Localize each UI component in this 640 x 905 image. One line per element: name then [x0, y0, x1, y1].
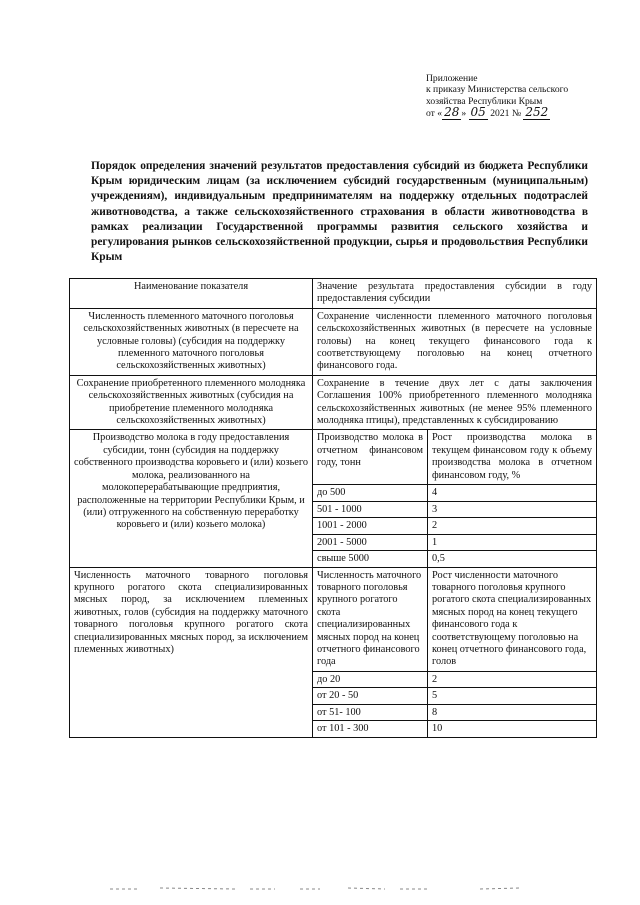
row4-range-value: 8	[428, 704, 597, 721]
appendix-date-line	[426, 107, 626, 119]
appendix-header	[426, 73, 626, 120]
row4-range-value: 10	[428, 721, 597, 738]
row1-indicator-name: Численность племенного маточного поголовья сельскохозяйственных животных (в пересчете на условные головы) (субсидия на поддержку племенного маточного поголовья сельскохозяйственных животных)	[70, 308, 313, 375]
table-header-row	[70, 279, 597, 309]
scan-artifact-line	[0, 877, 640, 897]
row3-range-value: 0,5	[428, 551, 597, 568]
row4-range: от 101 - 300	[313, 721, 428, 738]
handwritten-month: 05	[470, 105, 486, 120]
row4-indicator-name: Численность маточного товарного поголовья крупного рогатого скота специализированных мясных пород, за исключением племенных животных, голов (субсидия на поддержку маточного товарного поголовья крупного рогатого скота специализированных мясных пород, за исключением племенных животных)	[70, 567, 313, 737]
indicators-table	[69, 278, 597, 738]
row3-range: 2001 - 5000	[313, 534, 428, 551]
appendix-label: Приложение	[426, 73, 478, 84]
handwritten-day: 28	[444, 105, 460, 120]
date-prefix: от «	[426, 108, 443, 120]
row4-subheader-headcount: Численность маточного товарного поголовья крупного рогатого скота специализированных мясных пород на конец отчетного финансового года	[313, 567, 428, 671]
row3-range-value: 4	[428, 485, 597, 502]
handwritten-number: 252	[525, 105, 549, 120]
row3-indicator-name: Производство молока в году предоставления субсидии, тонн (субсидия на поддержку собственного производства коровьего и (или) козьего молока, реализованного на молокоперерабатывающие предприятия, расположенные на территории Республики Крым, и (или) отгруженного на собственную переработку коровьего и (или) козьего молока)	[70, 430, 313, 567]
appendix-ministry: хозяйства Республики Крым	[426, 95, 543, 107]
row4-subheader-growth: Рост численности маточного товарного поголовья крупного рогатого скота специализированных мясных пород на конец текущего финансового года к соответствующему поголовью на конец отчетного финансового года, голов	[428, 567, 597, 671]
row4-range-value: 2	[428, 671, 597, 688]
table-row	[70, 567, 597, 671]
table-row	[70, 308, 597, 375]
row3-subheader-growth: Рост производства молока в текущем финансовом году к объему производства молока в отчетном финансовом году, %	[428, 430, 597, 485]
row3-range-value: 2	[428, 518, 597, 535]
document-title: Порядок определения значений результатов предоставления субсидий из бюджета Республики Крым юридическим лицам (за исключением субсидий государственным (муниципальным) учреждениям), индивидуальным предпринимателям на поддержку отдельных подотраслей животноводства, а также сельскохозяйственного страхования в области животноводства в рамках реализации Государственной программы развития сельского хозяйства и регулирования рынков сельскохозяйственной продукции, сырья и продовольствия Республики Крым	[91, 160, 588, 264]
row3-range-value: 1	[428, 534, 597, 551]
row1-result-value: Сохранение численности племенного маточного поголовья сельскохозяйственных животных (в пересчете на условные головы) на конец текущего финансового года к соответствующему поголовью на конец отчетного финансового года.	[313, 308, 597, 375]
row4-range-value: 5	[428, 688, 597, 705]
row2-result-value: Сохранение в течение двух лет с даты заключения Соглашения 100% приобретенного племенного молодняка сельскохозяйственных животных (не менее 95% племенного молодняка птицы), представленных к субсидированию	[313, 375, 597, 430]
date-year: 2021 №	[490, 108, 521, 120]
row3-subheader-volume: Производство молока в отчетном финансовом году, тонн	[313, 430, 428, 485]
row2-indicator-name: Сохранение приобретенного племенного молодняка сельскохозяйственных животных (субсидия на приобретение племенного молодняка сельскохозяйственных животных)	[70, 375, 313, 430]
header-indicator-name: Наименование показателя	[70, 279, 313, 309]
row3-range: свыше 5000	[313, 551, 428, 568]
appendix-order-ref: к приказу Министерства сельского	[426, 84, 569, 96]
row4-range: до 20	[313, 671, 428, 688]
row4-range: от 20 - 50	[313, 688, 428, 705]
row3-range: 501 - 1000	[313, 501, 428, 518]
date-separator: »	[461, 108, 467, 120]
row3-range-value: 3	[428, 501, 597, 518]
row4-range: от 51- 100	[313, 704, 428, 721]
row3-range: 1001 - 2000	[313, 518, 428, 535]
table-row	[70, 430, 597, 485]
table-row	[70, 375, 597, 430]
row3-range: до 500	[313, 485, 428, 502]
header-result-value: Значение результата предоставления субсидии в году предоставления субсидии	[313, 279, 597, 309]
